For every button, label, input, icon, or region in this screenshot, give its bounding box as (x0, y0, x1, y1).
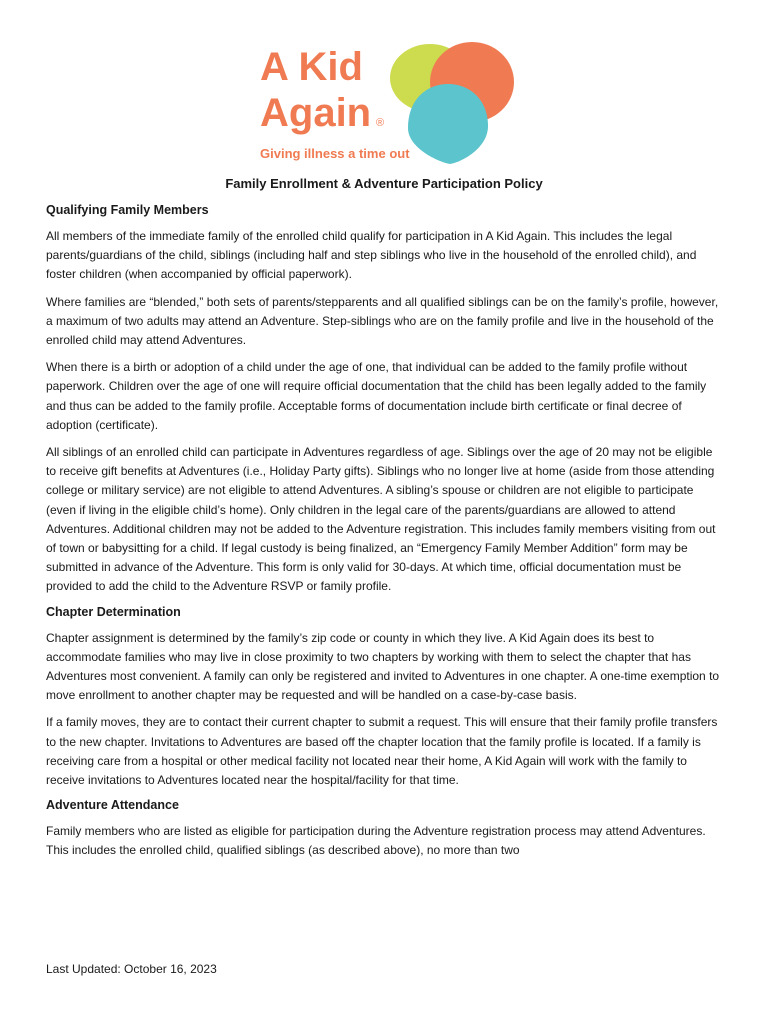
section-heading-adventure-attendance: Adventure Attendance (46, 798, 179, 813)
logo-line1: A Kid (260, 45, 363, 89)
document-body (46, 170, 722, 869)
logo-registered-mark: ® (376, 117, 385, 129)
paragraph: Family members who are listed as eligible for participation during the Adventure registration process may attend Adventures. This includes the enrolled child, qualified siblings (as described above), no more than two (46, 824, 706, 858)
paragraph: If a family moves, they are to contact their current chapter to submit a request. This will ensure that their family profile transfers to the new chapter. Invitations to Adventures are based off the chapter location that the family profile is located. If a family is receiving care from a hospital or other medical facility not located near their home, A Kid Again will work with the family to receive invitations to Adventures located near the hospital/facility for that time. (46, 715, 718, 788)
section-heading-chapter-determination: Chapter Determination (46, 604, 181, 619)
a-kid-again-logo (248, 40, 528, 170)
paragraph: All members of the immediate family of the enrolled child qualify for participation in A Kid Again. This includes the legal parents/guardians of the child, siblings (including half and step siblings who live in the household of the enrolled child), and foster children (when accompanied by official paperwork). (46, 229, 697, 282)
teal-balloon-icon (408, 84, 488, 164)
paragraph: Chapter assignment is determined by the family’s zip code or county in which they live. A Kid Again does its best to accommodate families who may live in close proximity to two chapters by working with them to select the chapter that has Adventures most convenient. A family can only be registered and invited to Adventures in one chapter. A one-time exemption to move enrollment to another chapter may be requested and will be handled on a case-by-case basis. (46, 630, 720, 703)
section-heading-qualifying-family-members: Qualifying Family Members (46, 203, 209, 217)
paragraph: When there is a birth or adoption of a child under the age of one, that individual can be added to the family profile without paperwork. Children over the age of one will require official documentation that the child has been legally added to the family and thus can be added to the family profile. Acceptable forms of documentation include birth certificate or final decree of adoption (certificate). (46, 360, 707, 432)
paragraph: All siblings of an enrolled child can participate in Adventures regardless of age. Siblings over the age of 20 may not be eligible to receive gift benefits at Adventures (i.e., Holiday Party gifts). Siblings who no longer live at home (aside from those attending college or military service) are not eligible to attend Adventures. A sibling’s spouse or children are not eligible to participate (even if living in the eligible child’s home). Only children in the legal care of the parents/guardians are allowed to attend Adventures. Additional children may not be added to the Adventure registration. This includes family members visiting from out of town or babysitting for a child. If legal custody is being finalized, an “Emergency Family Member Addition” form may be submitted in advance of the Adventure. This form is only valid for 30-days. At which time, official documentation must be provided to add the child to the Adventure RSVP or family profile. (46, 445, 716, 594)
paragraph: Where families are “blended,” both sets of parents/stepparents and all qualified siblings can be on the family’s profile, however, a maximum of two adults may attend an Adventure. Step-siblings who are on the family profile and live in the household of the enrolled child may attend Adventures. (46, 294, 719, 348)
logo-tagline: Giving illness a time out (260, 146, 410, 161)
document-title: Family Enrollment & Adventure Participation Policy (225, 176, 543, 191)
logo-line2: Again (260, 91, 372, 135)
last-updated-footer: Last Updated: October 16, 2023 (46, 962, 217, 976)
